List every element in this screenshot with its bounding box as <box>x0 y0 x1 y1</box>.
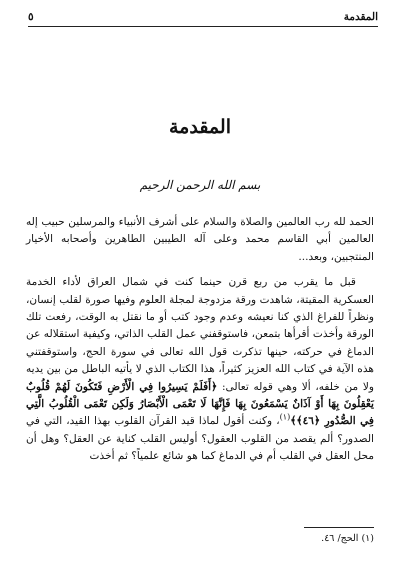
page-number: ٥ <box>28 11 34 23</box>
footnote-divider <box>304 527 374 528</box>
body-text <box>26 214 374 474</box>
running-header <box>28 8 378 27</box>
quran-verse: ﴿أَفَلَمْ يَسِيرُوا فِي الْأَرْضِ فَتَكُونَ لَهُمْ قُلُوبٌ يَعْقِلُونَ بِهَا أَوْ آذَانٌ يَسْمَعُونَ بِهَا فَإِنَّهَا لَا تَعْمَى الْأَبْصَارُ وَلَكِن تَعْمَى الْقُلُوبُ الَّتِي فِي الصُّدُورِ ﴿٤٦﴾﴾ <box>26 380 374 428</box>
paragraph-opening: الحمد لله رب العالمين والصلاة والسلام على أشرف الأنبياء والمرسلين حبيب إله العالمين أبي القاسم محمد وعلى آله الطيبين الطاهرين وأصحابه الأخيار المنتجبين، وبعد... <box>26 216 374 263</box>
paragraph-main <box>26 274 374 465</box>
paragraph-main-end: ، وكنت أقول لماذا قيد القرآن القلوب بهذا القيد، التي في الصدور؟ ألم يقصد من القلوب العقول؟ أوليس القلب كناية عن العقل؟ وهل أن محل العقل في القلب أم في الدماغ كما هو شائع علمياً؟ ثم أخذت <box>26 415 374 463</box>
footnote: (١) الحج/ ٤٦. <box>321 533 374 544</box>
running-header-title: المقدمة <box>343 11 378 23</box>
paragraph-main-start: قبل ما يقرب من ربع قرن حينما كنت في شمال العراق لأداء الخدمة العسكرية المقيتة، شاهدت ورقة مزدوجة لمجلة العلوم وفيها صورة لقلب إنسان، ونظراً للفراغ الذي كنا نعيشه وعدم وجود كتب أو ما نقتل به الوقت، رفعت تلك الورقة وأخذت أقرأها بتمعن، فاستوقفني عمل القلب الذاتي، وكيفية استقلاله عن الدماغ في حركته، حينها تذكرت قول الله تعالى في سورة الحج، واستوقفتني هذه الآية في كتاب الله العزيز كثيراً، هذا الكتاب الذي لا يأتيه الباطل من بين يديه ولا من خلفه، ألا وهي قوله تعالى: <box>26 276 375 393</box>
footnote-marker: (١) <box>279 412 291 422</box>
chapter-title: المقدمة <box>168 116 231 138</box>
basmala-calligraphy: بسم الله الرحمن الرحيم <box>139 178 261 192</box>
